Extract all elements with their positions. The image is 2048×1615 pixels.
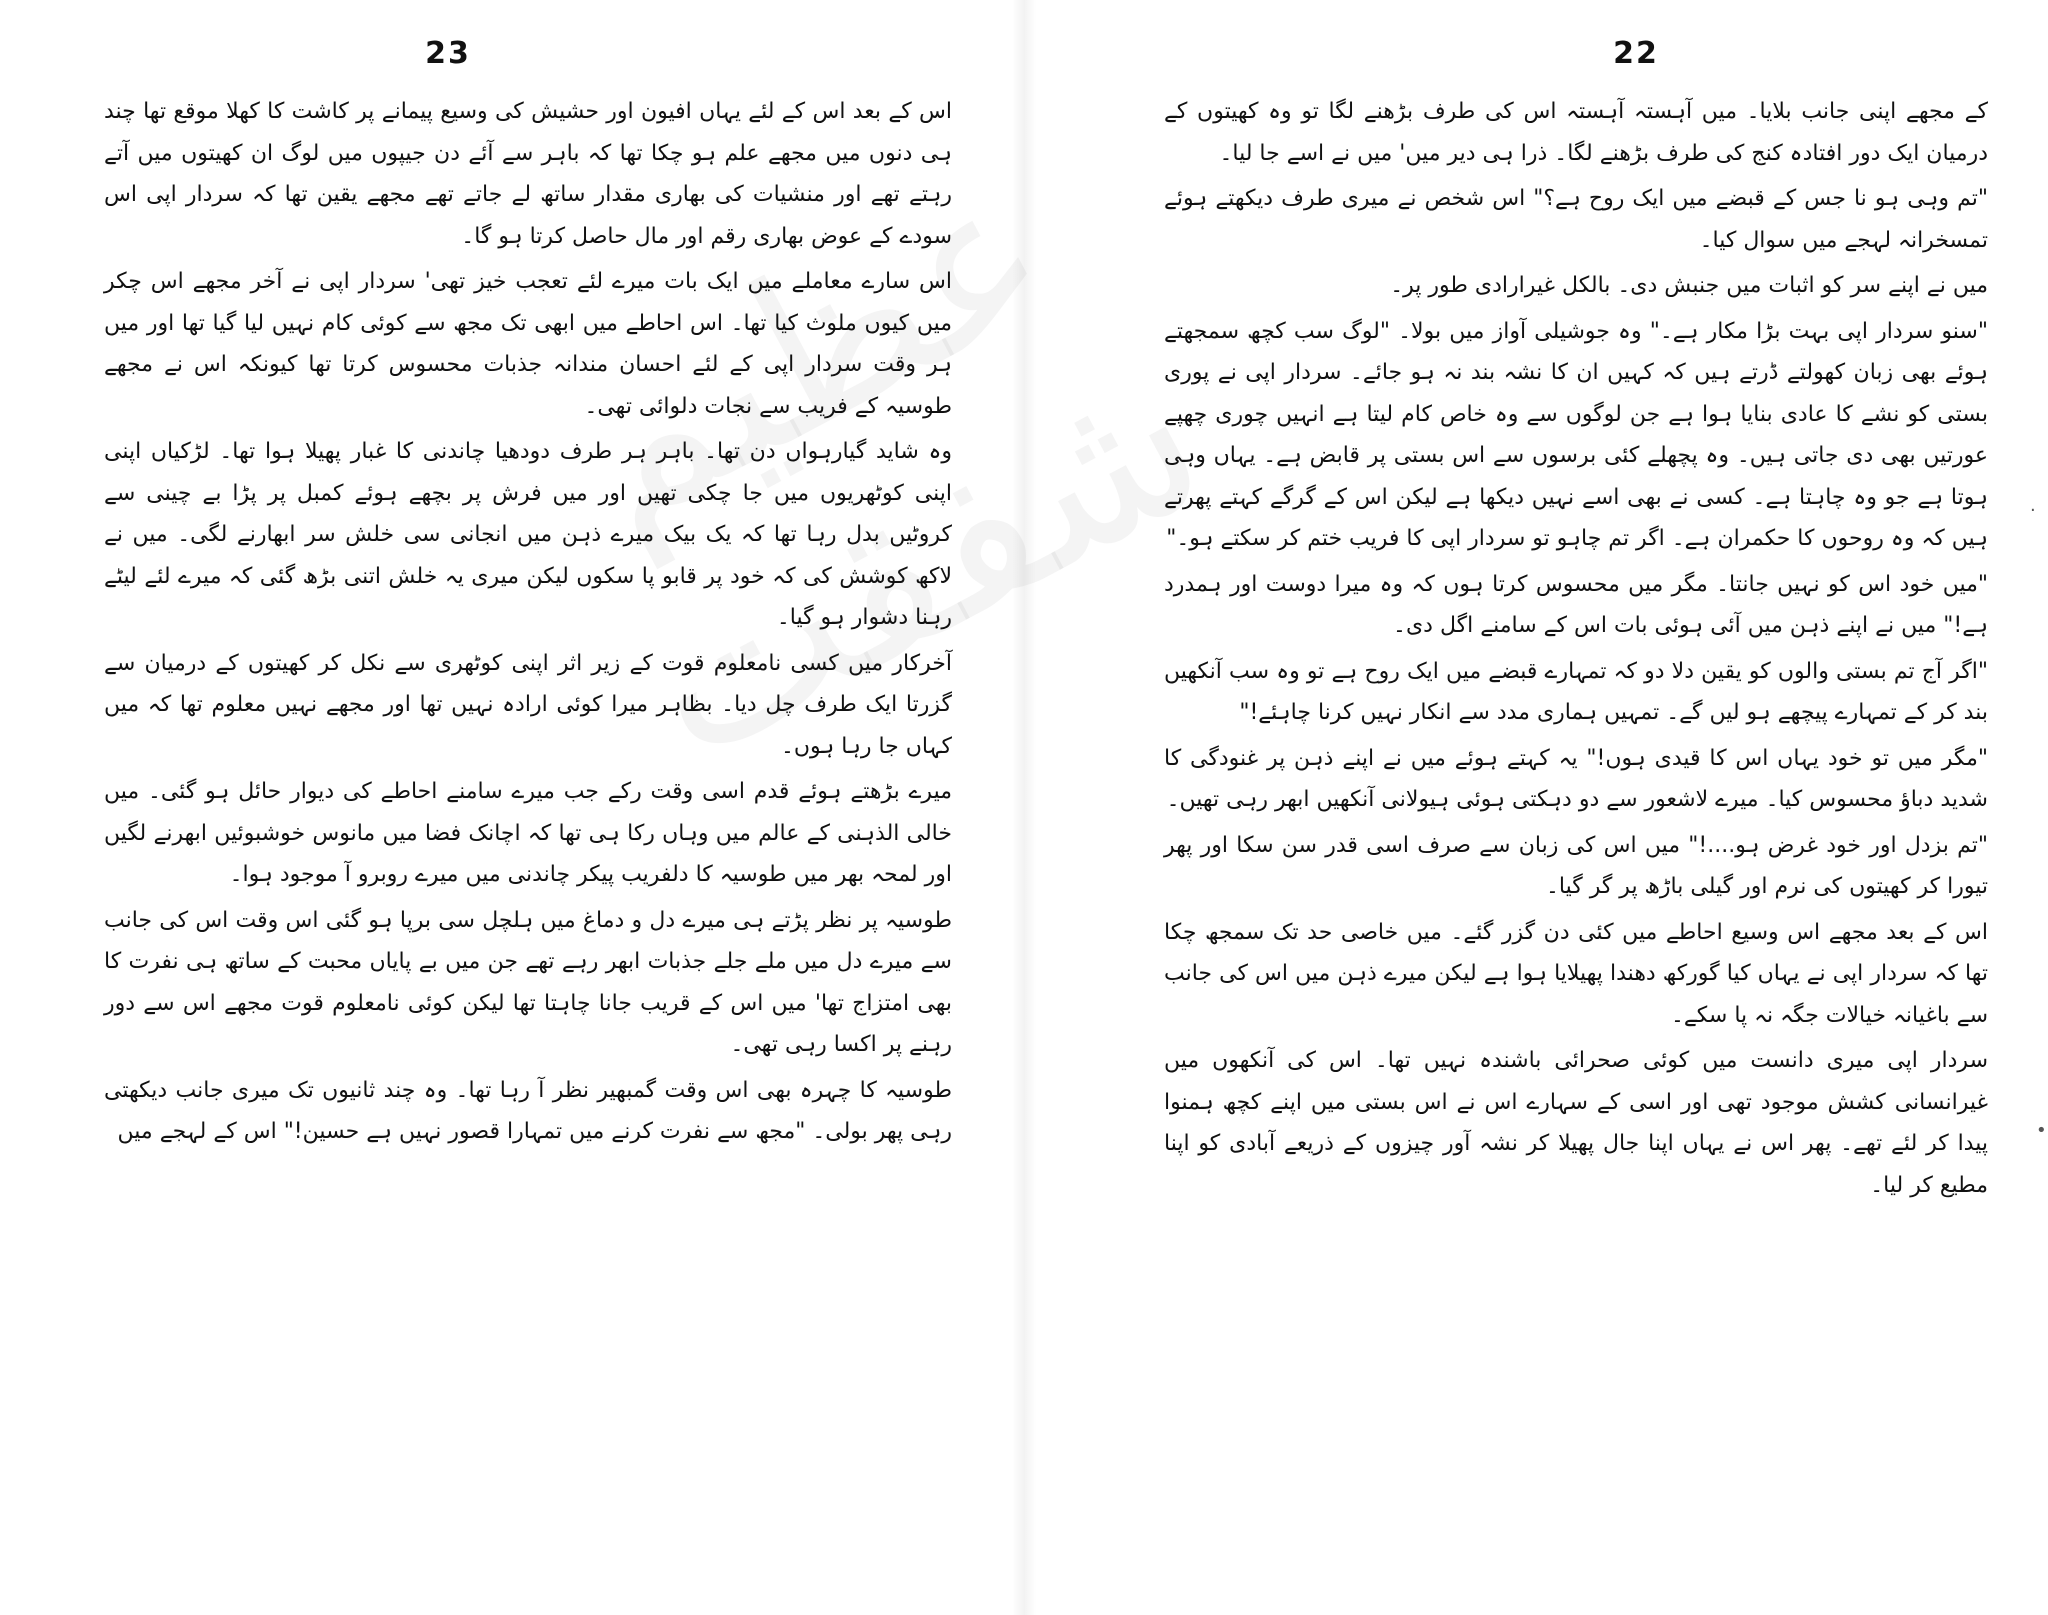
margin-dot: • bbox=[2036, 1120, 2047, 1141]
paragraph: سردار اپی میری دانست میں کوئی صحرائی باشندہ نہیں تھا۔ اس کی آنکھوں میں غیرانسانی کشش موجود تھی اور اسی کے سہارے اس نے اس بستی میں اپنے کچھ ہمنوا پیدا کر لئے تھے۔ پھر اس نے یہاں اپنا جال پھیلا کر نشہ آور چیزوں کے ذریعے آبادی کو اپنا مطیع کر لیا۔ bbox=[1164, 1048, 1988, 1198]
paragraph: اس کے بعد مجھے اس وسیع احاطے میں کئی دن گزر گئے۔ میں خاصی حد تک سمجھ چکا تھا کہ سردار اپی نے یہاں کیا گورکھ دھندا پھیلایا ہوا ہے لیکن میرے ذہن میں اس کی جانب سے باغیانہ خیالات جگہ نہ پا سکے۔ bbox=[1164, 919, 1988, 1028]
right-page bbox=[1024, 0, 2048, 1615]
paragraph: "تم بزدل اور خود غرض ہو....!" میں اس کی زبان سے صرف اسی قدر سن سکا اور پھر تیورا کر کھیتوں کی نرم اور گیلی باڑھ پر گر گیا۔ bbox=[1164, 832, 1988, 899]
left-page-text bbox=[104, 91, 952, 1153]
margin-dot: · bbox=[2030, 500, 2036, 521]
right-page-text bbox=[1164, 91, 1988, 1206]
paragraph: میں نے اپنے سر کو اثبات میں جنبش دی۔ بالکل غیرارادی طور پر۔ bbox=[1390, 273, 1988, 298]
paragraph: وہ شاید گیارہواں دن تھا۔ باہر ہر طرف دودھیا چاندنی کا غبار پھیلا ہوا تھا۔ لڑکیاں اپنی اپنی کوٹھریوں میں جا چکی تھیں اور میں فرش پر بچھے ہوئے کمبل پر پڑا بے چینی سے کروٹیں بدل رہا تھا کہ یک بیک میرے ذہن میں انجانی سی خلش سر ابھارنے لگی۔ میں نے لاکھ کوشش کی کہ خود پر قابو پا سکوں لیکن میری یہ خلش اتنی بڑھ گئی کہ میرے لئے لیٹے رہنا دشوار ہو گیا۔ bbox=[104, 439, 952, 630]
paragraph: میرے بڑھتے ہوئے قدم اسی وقت رکے جب میرے سامنے احاطے کی دیوار حائل ہو گئی۔ میں خالی الذہنی کے عالم میں وہاں رکا ہی تھا کہ اچانک فضا میں مانوس خوشبوئیں ابھرنے لگیں اور لمحہ بھر میں طوسیہ کا دلفریب پیکر چاندنی میں میرے روبرو آ موجود ہوا۔ bbox=[104, 779, 952, 887]
paragraph: کے مجھے اپنی جانب بلایا۔ میں آہستہ آہستہ اس کی طرف بڑھنے لگا تو وہ کھیتوں کے درمیان ایک دور افتادہ کنج کی طرف بڑھنے لگا۔ ذرا ہی دیر میں' میں نے اسے جا لیا۔ bbox=[1164, 99, 1988, 166]
paragraph: اس سارے معاملے میں ایک بات میرے لئے تعجب خیز تھی' سردار اپی نے آخر مجھے اس چکر میں کیوں ملوث کیا تھا۔ اس احاطے میں ابھی تک مجھ سے کوئی کام نہیں لیا گیا تھا اور میں ہر وقت سردار اپی کے لئے احسان مندانہ جذبات محسوس کرتا تھا کیونکہ اس نے مجھے طوسیہ کے فریب سے نجات دلوائی تھی۔ bbox=[104, 269, 952, 419]
paragraph: طوسیہ پر نظر پڑتے ہی میرے دل و دماغ میں ہلچل سی برپا ہو گئی اس وقت اس کی جانب سے میرے دل میں ملے جلے جذبات ابھر رہے تھے جن میں بے پایاں محبت کے ساتھ ہی نفرت کا بھی امتزاج تھا' میں اس کے قریب جانا چاہتا تھا لیکن کوئی نامعلوم قوت مجھے اس سے دور رہنے پر اکسا رہی تھی۔ bbox=[104, 907, 952, 1057]
paragraph: "سنو سردار اپی بہت بڑا مکار ہے۔" وہ جوشیلی آواز میں بولا۔ "لوگ سب کچھ سمجھتے ہوئے بھی زبان کھولتے ڈرتے ہیں کہ کہیں ان کا نشہ بند نہ ہو جائے۔ سردار اپی نے پوری بستی کو نشے کا عادی بنایا ہوا ہے جن لوگوں سے وہ خاص کام لیتا ہے انہیں چوری چھپے عورتیں بھی دی جاتی ہیں۔ وہ پچھلے کئی برسوں سے اس بستی پر قابض ہے۔ یہاں وہی ہوتا ہے جو وہ چاہتا ہے۔ کسی نے بھی اسے نہیں دیکھا ہے لیکن اس کے گرگے کہتے پھرتے ہیں کہ وہ روحوں کا حکمران ہے۔ اگر تم چاہو تو سردار اپی کا فریب ختم کر سکتے ہو۔" bbox=[1164, 318, 1988, 551]
paragraph: اس کے بعد اس کے لئے یہاں افیون اور حشیش کی وسیع پیمانے پر کاشت کا کھلا موقع تھا چند ہی دنوں میں مجھے علم ہو چکا تھا کہ باہر سے آئے دن جیپوں میں لوگ ان کھیتوں میں آتے رہتے تھے اور منشیات کی بھاری مقدار ساتھ لے جاتے تھے مجھے یقین تھا کہ سردار اپی اس سودے کے عوض بھاری رقم اور مال حاصل کرتا ہو گا۔ bbox=[104, 99, 952, 249]
paragraph: "میں خود اس کو نہیں جانتا۔ مگر میں محسوس کرتا ہوں کہ وہ میرا دوست اور ہمدرد ہے!" میں نے اپنے ذہن میں آئی ہوئی بات اس کے سامنے اگل دی۔ bbox=[1164, 571, 1988, 638]
page-number-right: 22 bbox=[1613, 36, 1659, 71]
paragraph: طوسیہ کا چہرہ بھی اس وقت گمبھیر نظر آ رہا تھا۔ وہ چند ثانیوں تک میری جانب دیکھتی رہی پھر بولی۔ "مجھ سے نفرت کرنے میں تمہارا قصور نہیں ہے حسین!" اس کے لہجے میں bbox=[104, 1077, 952, 1144]
paragraph: "تم وہی ہو نا جس کے قبضے میں ایک روح ہے؟" اس شخص نے میری طرف دیکھتے ہوئے تمسخرانہ لہجے میں سوال کیا۔ bbox=[1164, 186, 1988, 253]
paragraph: آخرکار میں کسی نامعلوم قوت کے زیر اثر اپنی کوٹھری سے نکل کر کھیتوں کے درمیان سے گزرتا ایک طرف چل دیا۔ بظاہر میرا کوئی ارادہ نہیں تھا اور مجھے نہیں معلوم تھا کہ میں کہاں جا رہا ہوں۔ bbox=[104, 650, 952, 759]
paragraph: "مگر میں تو خود یہاں اس کا قیدی ہوں!" یہ کہتے ہوئے میں نے اپنے ذہن پر غنودگی کا شدید دباؤ محسوس کیا۔ میرے لاشعور سے دو دہکتی ہوئی ہیولانی آنکھیں ابھر رہی تھیں۔ bbox=[1164, 745, 1988, 812]
paragraph: "اگر آج تم بستی والوں کو یقین دلا دو کہ تمہارے قبضے میں ایک روح ہے تو وہ سب آنکھیں بند کر کے تمہارے پیچھے ہو لیں گے۔ تمہیں ہماری مدد سے انکار نہیں کرنا چاہئے!" bbox=[1164, 658, 1988, 725]
page-number-left: 23 bbox=[425, 36, 471, 71]
